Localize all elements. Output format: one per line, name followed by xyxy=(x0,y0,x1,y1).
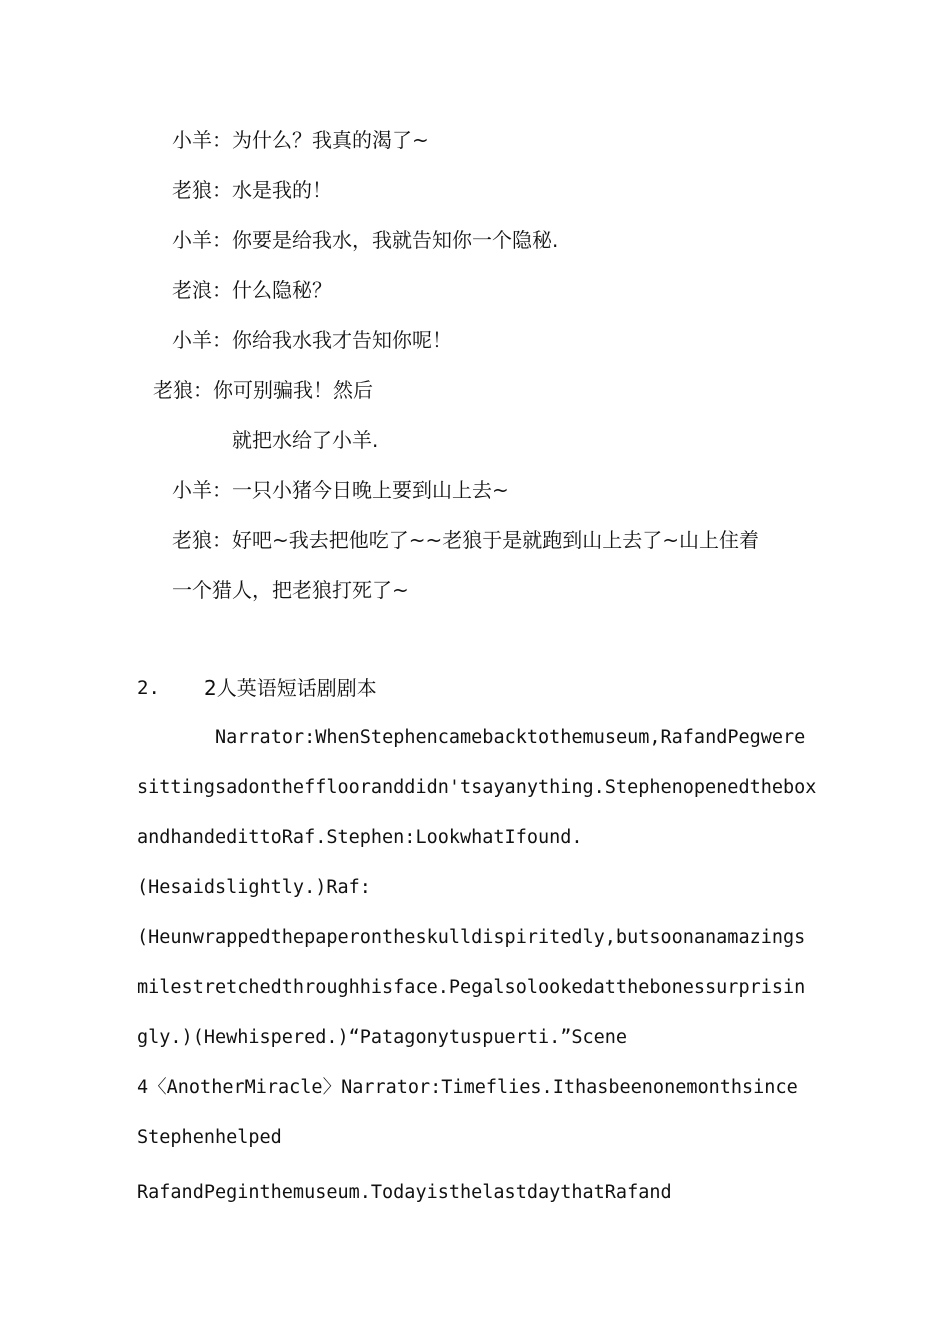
dialogue-line: 老狼：你可别骗我！然后 xyxy=(153,378,373,402)
script-line: RafandPeginthemuseum.TodayisthelastdaythatRafand xyxy=(137,1182,672,1203)
dialogue-line: 就把水给了小羊. xyxy=(232,428,379,452)
script-line: Narrator:WhenStephencamebacktothemuseum,RafandPegwere xyxy=(215,727,806,748)
dialogue-line: 小羊：你要是给我水，我就告知你一个隐秘. xyxy=(172,228,559,252)
script-line: gly.)(Hewhispered.)“Patagonytuspuerti.”Scene xyxy=(137,1027,628,1048)
dialogue-line: 老浪：什么隐秘？ xyxy=(172,278,332,302)
script-line: andhandedittoRaf.Stephen:LookwhatIfound. xyxy=(137,827,583,848)
dialogue-line: 老狼：水是我的！ xyxy=(172,178,332,202)
script-line: milestretchedthroughhisface.Pegalsolookedatthebonessurprisin xyxy=(137,977,806,998)
section-title: 2人英语短话剧剧本 xyxy=(204,676,377,700)
dialogue-line: 老狼：好吧~我去把他吃了~~老狼于是就跑到山上去了~山上住着 xyxy=(172,528,760,552)
dialogue-line: 一个猎人，把老狼打死了~ xyxy=(172,578,409,602)
dialogue-line: 小羊：一只小猪今日晚上要到山上去~ xyxy=(172,478,509,502)
dialogue-line: 小羊：为什么？我真的渴了~ xyxy=(172,128,429,152)
script-line: Stephenhelped xyxy=(137,1127,282,1148)
script-line: sittingsadonthefflooranddidn'tsayanything.Stephenopenedthebox xyxy=(137,777,817,798)
script-line: 4〈AnotherMiracle〉Narrator:Timeflies.Ithasbeenonemonthsince xyxy=(137,1077,798,1098)
section-number: 2. xyxy=(137,677,160,699)
dialogue-line: 小羊：你给我水我才告知你呢！ xyxy=(172,328,452,352)
script-line: (Hesaidslightly.)Raf: xyxy=(137,877,371,898)
script-line: (Heunwrappedthepaperontheskulldispiritedly,butsoonanamazings xyxy=(137,927,806,948)
